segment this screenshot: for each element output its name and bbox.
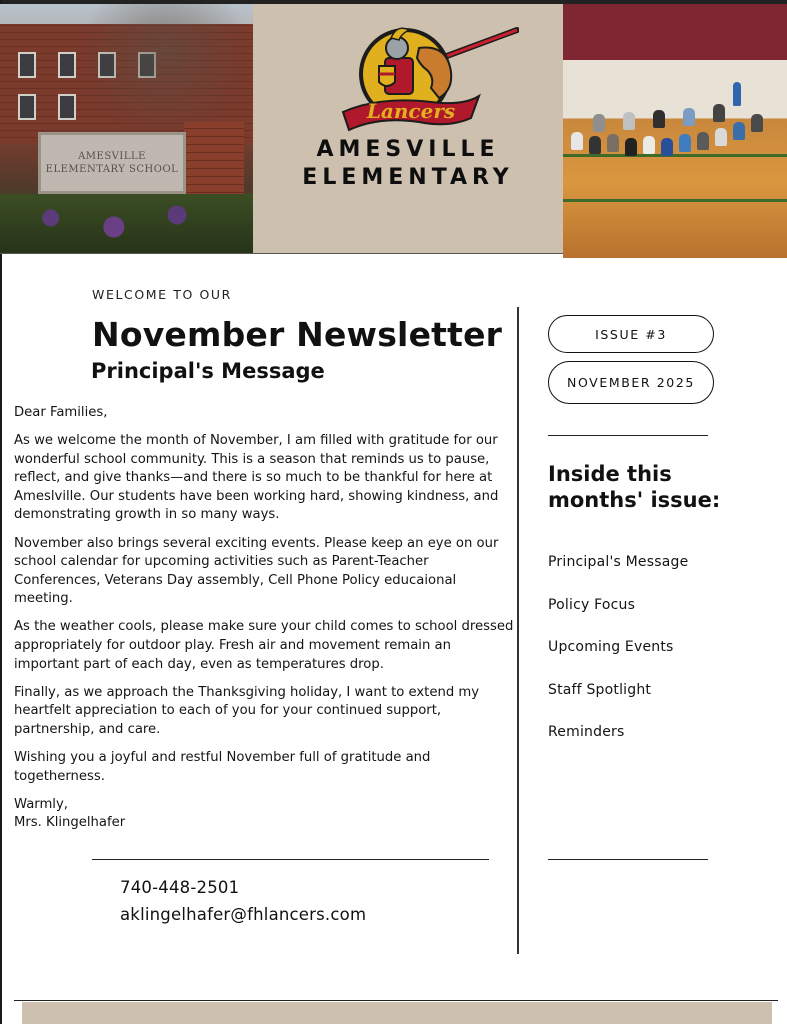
- column-divider: [517, 307, 519, 954]
- footer-band: [22, 1002, 772, 1024]
- welcome-label: WELCOME TO OUR: [92, 287, 232, 302]
- student: [589, 136, 601, 154]
- letter-paragraph: As we welcome the month of November, I am filled with gratitude for our wonderful school community. This is a season that reminds us to pause, reflect, and give thanks—and there is so much to be thankful for here at Ameslville. Our students have been working hard, showing kindness, and demonstrating growth in so many ways.: [14, 433, 499, 523]
- gym-floor-line: [563, 199, 787, 202]
- letter-paragraph: November also brings several exciting events. Please keep an eye on our school calendar for upcoming activities such as Parent-Teacher Conferences, Veterans Day assembly, Cell Phone Policy educaional meeting.: [14, 535, 499, 607]
- student: [571, 132, 583, 150]
- table-of-contents: [548, 552, 688, 765]
- student: [713, 104, 725, 122]
- student: [643, 136, 655, 154]
- gym-floor-line: [563, 154, 787, 157]
- toc-item-upcoming-events[interactable]: Upcoming Events: [548, 639, 674, 655]
- contact-phone[interactable]: 740-448-2501: [120, 878, 240, 897]
- flower-bed: [0, 194, 253, 254]
- school-sign: [38, 132, 186, 194]
- letter-paragraph: Wishing you a joyful and restful November full of gratitude and togetherness.: [14, 750, 431, 784]
- section-subtitle: Principal's Message: [91, 359, 325, 383]
- teacher: [733, 82, 741, 106]
- lancers-knight-logo: [339, 18, 519, 136]
- school-building-photo: [0, 4, 253, 254]
- principal-letter: [14, 404, 516, 833]
- issue-badge: ISSUE #3: [548, 315, 714, 353]
- letter-greeting: Dear Families,: [14, 405, 108, 420]
- window: [58, 52, 76, 78]
- toc-item-reminders[interactable]: Reminders: [548, 724, 625, 740]
- sign-line-1: AMESVILLE: [78, 151, 146, 162]
- student: [623, 112, 635, 130]
- inside-issue-heading: Inside this months' issue:: [548, 462, 721, 512]
- toc-item-principals-message[interactable]: Principal's Message: [548, 554, 689, 570]
- student: [751, 114, 763, 132]
- toc-item-policy-focus[interactable]: Policy Focus: [548, 596, 636, 613]
- student: [593, 114, 605, 132]
- letter-closing: Warmly,: [14, 796, 68, 812]
- student: [697, 132, 709, 150]
- letter-paragraph: As the weather cools, please make sure your child comes to school dressed appropriately for outdoor play. Fresh air and movement remain an important part of each day, even as temperatures drop.: [14, 619, 514, 672]
- student: [653, 110, 665, 128]
- letter-paragraph: Finally, as we approach the Thanksgiving holiday, I want to extend my heartfelt appreciation to each of you for your continued support, partnership, and care.: [14, 684, 480, 737]
- student: [733, 122, 745, 140]
- window: [18, 94, 36, 120]
- student: [625, 138, 637, 156]
- newsletter-header: [0, 4, 787, 258]
- sidebar-divider-top: [548, 435, 708, 436]
- sign-line-2: ELEMENTARY SCHOOL: [45, 164, 179, 175]
- month-badge: NOVEMBER 2025: [548, 361, 714, 404]
- school-name-line-1: AMESVILLE: [316, 137, 500, 162]
- school-name-line-2: ELEMENTARY: [302, 165, 514, 190]
- toc-item-staff-spotlight[interactable]: Staff Spotlight: [548, 681, 652, 698]
- student: [683, 108, 695, 126]
- header-divider: [0, 253, 563, 254]
- student: [661, 138, 673, 156]
- student: [607, 134, 619, 152]
- letter-signature: Mrs. Klingelhafer: [14, 815, 126, 831]
- footer-divider: [14, 1000, 778, 1001]
- contact-email[interactable]: aklingelhafer@fhlancers.com: [120, 905, 367, 924]
- header-logo-panel: [253, 4, 563, 254]
- gym-assembly-photo: [563, 4, 787, 258]
- student: [679, 134, 691, 152]
- newsletter-title: November Newsletter: [92, 315, 503, 354]
- school-name: [253, 136, 563, 192]
- sidebar-divider-bottom: [548, 859, 708, 860]
- window: [18, 52, 36, 78]
- student: [715, 128, 727, 146]
- logo-lancers-text: Lancers: [366, 99, 456, 123]
- contact-divider: [92, 859, 489, 860]
- window: [58, 94, 76, 120]
